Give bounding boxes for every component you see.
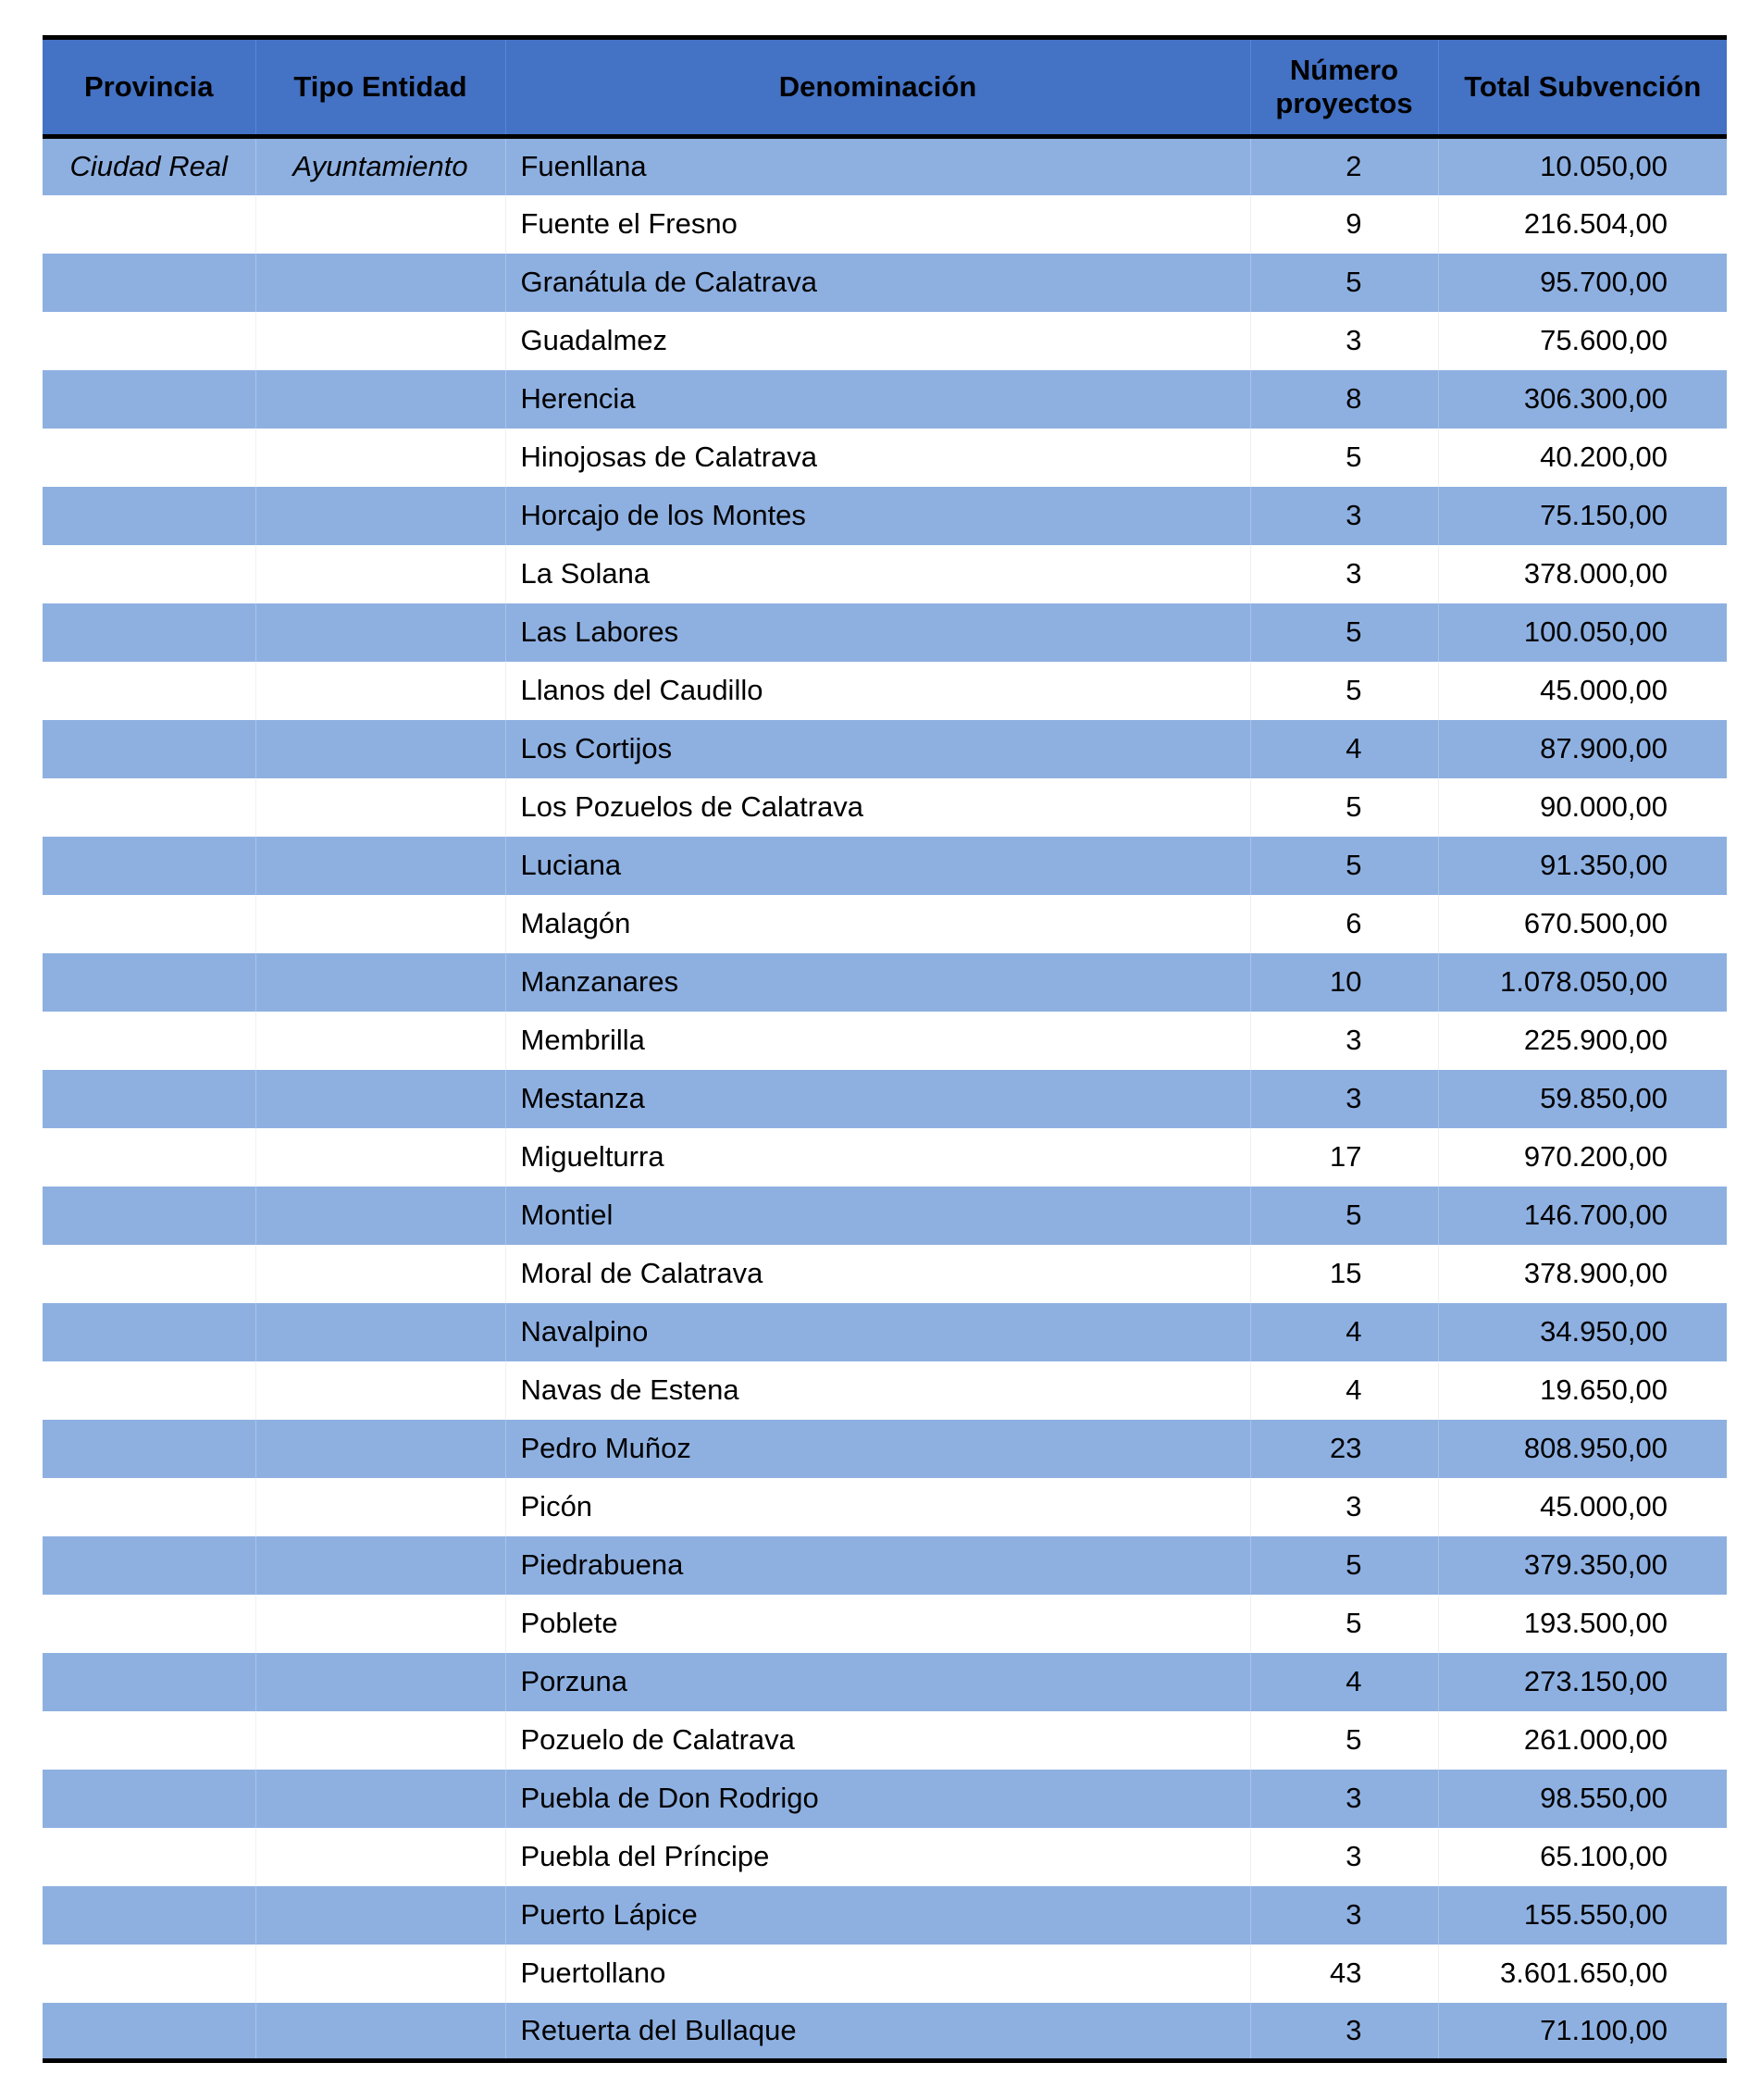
- table-row: [43, 1478, 1727, 1536]
- cell-tipo-entidad: [255, 1595, 505, 1653]
- cell-denominacion: Luciana: [505, 837, 1250, 895]
- cell-provincia: Ciudad Real: [43, 137, 255, 195]
- cell-numero-proyectos: 5: [1250, 662, 1438, 720]
- cell-tipo-entidad: [255, 1012, 505, 1070]
- table-row: [43, 953, 1727, 1012]
- cell-provincia: [43, 487, 255, 545]
- table-header: [43, 38, 1727, 137]
- header-numero-proyectos: Número proyectos: [1250, 38, 1438, 137]
- cell-denominacion: Herencia: [505, 370, 1250, 429]
- cell-denominacion: Guadalmez: [505, 312, 1250, 370]
- cell-provincia: [43, 1478, 255, 1536]
- cell-total-subvencion: 95.700,00: [1438, 254, 1727, 312]
- table-row: [43, 1187, 1727, 1245]
- cell-total-subvencion: 225.900,00: [1438, 1012, 1727, 1070]
- table-row: [43, 1711, 1727, 1770]
- cell-numero-proyectos: 5: [1250, 1536, 1438, 1595]
- cell-denominacion: Navalpino: [505, 1303, 1250, 1361]
- table-row: [43, 1595, 1727, 1653]
- cell-provincia: [43, 1128, 255, 1187]
- cell-total-subvencion: 100.050,00: [1438, 603, 1727, 662]
- cell-numero-proyectos: 5: [1250, 603, 1438, 662]
- cell-provincia: [43, 370, 255, 429]
- cell-total-subvencion: 45.000,00: [1438, 662, 1727, 720]
- cell-tipo-entidad: Ayuntamiento: [255, 137, 505, 195]
- table-row: [43, 195, 1727, 254]
- cell-numero-proyectos: 5: [1250, 1595, 1438, 1653]
- subsidy-table: [43, 35, 1727, 2063]
- table-row: [43, 837, 1727, 895]
- table-row: [43, 1070, 1727, 1128]
- cell-provincia: [43, 662, 255, 720]
- cell-total-subvencion: 216.504,00: [1438, 195, 1727, 254]
- cell-tipo-entidad: [255, 603, 505, 662]
- cell-tipo-entidad: [255, 720, 505, 778]
- cell-numero-proyectos: 3: [1250, 1478, 1438, 1536]
- cell-total-subvencion: 19.650,00: [1438, 1361, 1727, 1420]
- cell-numero-proyectos: 3: [1250, 1070, 1438, 1128]
- cell-denominacion: Hinojosas de Calatrava: [505, 429, 1250, 487]
- cell-total-subvencion: 75.600,00: [1438, 312, 1727, 370]
- cell-tipo-entidad: [255, 1128, 505, 1187]
- cell-numero-proyectos: 4: [1250, 1361, 1438, 1420]
- cell-tipo-entidad: [255, 1187, 505, 1245]
- cell-denominacion: Miguelturra: [505, 1128, 1250, 1187]
- cell-total-subvencion: 45.000,00: [1438, 1478, 1727, 1536]
- cell-tipo-entidad: [255, 1070, 505, 1128]
- cell-tipo-entidad: [255, 195, 505, 254]
- cell-numero-proyectos: 3: [1250, 1886, 1438, 1945]
- cell-total-subvencion: 75.150,00: [1438, 487, 1727, 545]
- table-row: [43, 1303, 1727, 1361]
- cell-tipo-entidad: [255, 1245, 505, 1303]
- header-tipo-entidad: Tipo Entidad: [255, 38, 505, 137]
- cell-denominacion: Moral de Calatrava: [505, 1245, 1250, 1303]
- cell-total-subvencion: 261.000,00: [1438, 1711, 1727, 1770]
- table-row: [43, 487, 1727, 545]
- cell-provincia: [43, 545, 255, 603]
- cell-total-subvencion: 1.078.050,00: [1438, 953, 1727, 1012]
- cell-denominacion: Retuerta del Bullaque: [505, 2003, 1250, 2061]
- cell-numero-proyectos: 9: [1250, 195, 1438, 254]
- table-row: [43, 1770, 1727, 1828]
- cell-numero-proyectos: 43: [1250, 1945, 1438, 2003]
- cell-numero-proyectos: 6: [1250, 895, 1438, 953]
- cell-denominacion: Manzanares: [505, 953, 1250, 1012]
- cell-provincia: [43, 1711, 255, 1770]
- cell-tipo-entidad: [255, 545, 505, 603]
- cell-denominacion: Puerto Lápice: [505, 1886, 1250, 1945]
- table-body: [43, 137, 1727, 2061]
- table-row: [43, 1828, 1727, 1886]
- cell-numero-proyectos: 5: [1250, 837, 1438, 895]
- cell-denominacion: Membrilla: [505, 1012, 1250, 1070]
- cell-tipo-entidad: [255, 1828, 505, 1886]
- cell-total-subvencion: 670.500,00: [1438, 895, 1727, 953]
- cell-numero-proyectos: 5: [1250, 429, 1438, 487]
- cell-total-subvencion: 87.900,00: [1438, 720, 1727, 778]
- cell-denominacion: Porzuna: [505, 1653, 1250, 1711]
- table-row: [43, 1245, 1727, 1303]
- cell-numero-proyectos: 23: [1250, 1420, 1438, 1478]
- cell-provincia: [43, 195, 255, 254]
- table-row: [43, 137, 1727, 195]
- cell-numero-proyectos: 5: [1250, 1711, 1438, 1770]
- cell-denominacion: Navas de Estena: [505, 1361, 1250, 1420]
- cell-total-subvencion: 808.950,00: [1438, 1420, 1727, 1478]
- cell-tipo-entidad: [255, 895, 505, 953]
- cell-provincia: [43, 1828, 255, 1886]
- header-provincia: Provincia: [43, 38, 255, 137]
- cell-total-subvencion: 90.000,00: [1438, 778, 1727, 837]
- cell-tipo-entidad: [255, 1420, 505, 1478]
- cell-total-subvencion: 59.850,00: [1438, 1070, 1727, 1128]
- cell-total-subvencion: 970.200,00: [1438, 1128, 1727, 1187]
- cell-denominacion: Pozuelo de Calatrava: [505, 1711, 1250, 1770]
- cell-tipo-entidad: [255, 1478, 505, 1536]
- cell-total-subvencion: 146.700,00: [1438, 1187, 1727, 1245]
- cell-total-subvencion: 40.200,00: [1438, 429, 1727, 487]
- cell-provincia: [43, 603, 255, 662]
- cell-tipo-entidad: [255, 1536, 505, 1595]
- cell-total-subvencion: 10.050,00: [1438, 137, 1727, 195]
- subsidy-table-container: [43, 35, 1727, 2063]
- cell-provincia: [43, 1012, 255, 1070]
- header-total-subvencion: Total Subvención: [1438, 38, 1727, 137]
- table-row: [43, 1420, 1727, 1478]
- cell-total-subvencion: 34.950,00: [1438, 1303, 1727, 1361]
- cell-tipo-entidad: [255, 1361, 505, 1420]
- table-row: [43, 1653, 1727, 1711]
- cell-numero-proyectos: 10: [1250, 953, 1438, 1012]
- cell-provincia: [43, 953, 255, 1012]
- cell-provincia: [43, 1770, 255, 1828]
- cell-denominacion: Puebla de Don Rodrigo: [505, 1770, 1250, 1828]
- cell-provincia: [43, 1945, 255, 2003]
- cell-provincia: [43, 837, 255, 895]
- table-row: [43, 429, 1727, 487]
- cell-provincia: [43, 778, 255, 837]
- table-row: [43, 370, 1727, 429]
- cell-numero-proyectos: 4: [1250, 1303, 1438, 1361]
- table-row: [43, 1128, 1727, 1187]
- cell-denominacion: Piedrabuena: [505, 1536, 1250, 1595]
- header-row: [43, 38, 1727, 137]
- cell-denominacion: Llanos del Caudillo: [505, 662, 1250, 720]
- cell-denominacion: Picón: [505, 1478, 1250, 1536]
- cell-total-subvencion: 379.350,00: [1438, 1536, 1727, 1595]
- table-row: [43, 312, 1727, 370]
- cell-denominacion: Los Cortijos: [505, 720, 1250, 778]
- cell-provincia: [43, 1886, 255, 1945]
- table-row: [43, 895, 1727, 953]
- table-row: [43, 778, 1727, 837]
- cell-tipo-entidad: [255, 487, 505, 545]
- cell-tipo-entidad: [255, 1945, 505, 2003]
- header-denominacion: Denominación: [505, 38, 1250, 137]
- cell-tipo-entidad: [255, 1653, 505, 1711]
- cell-provincia: [43, 312, 255, 370]
- cell-provincia: [43, 2003, 255, 2061]
- table-row: [43, 1361, 1727, 1420]
- cell-denominacion: Mestanza: [505, 1070, 1250, 1128]
- cell-tipo-entidad: [255, 778, 505, 837]
- cell-numero-proyectos: 3: [1250, 545, 1438, 603]
- cell-total-subvencion: 91.350,00: [1438, 837, 1727, 895]
- cell-tipo-entidad: [255, 662, 505, 720]
- cell-numero-proyectos: 5: [1250, 1187, 1438, 1245]
- cell-denominacion: Montiel: [505, 1187, 1250, 1245]
- cell-denominacion: Malagón: [505, 895, 1250, 953]
- cell-total-subvencion: 273.150,00: [1438, 1653, 1727, 1711]
- cell-total-subvencion: 378.000,00: [1438, 545, 1727, 603]
- cell-provincia: [43, 1420, 255, 1478]
- cell-numero-proyectos: 8: [1250, 370, 1438, 429]
- cell-tipo-entidad: [255, 312, 505, 370]
- cell-numero-proyectos: 15: [1250, 1245, 1438, 1303]
- cell-provincia: [43, 1595, 255, 1653]
- cell-tipo-entidad: [255, 429, 505, 487]
- cell-numero-proyectos: 3: [1250, 1828, 1438, 1886]
- cell-provincia: [43, 1303, 255, 1361]
- table-row: [43, 254, 1727, 312]
- cell-provincia: [43, 1361, 255, 1420]
- cell-tipo-entidad: [255, 370, 505, 429]
- cell-denominacion: Fuente el Fresno: [505, 195, 1250, 254]
- table-row: [43, 2003, 1727, 2061]
- cell-numero-proyectos: 5: [1250, 778, 1438, 837]
- cell-provincia: [43, 1536, 255, 1595]
- cell-denominacion: Poblete: [505, 1595, 1250, 1653]
- cell-provincia: [43, 1245, 255, 1303]
- cell-tipo-entidad: [255, 1711, 505, 1770]
- cell-provincia: [43, 254, 255, 312]
- cell-denominacion: Los Pozuelos de Calatrava: [505, 778, 1250, 837]
- table-row: [43, 662, 1727, 720]
- cell-numero-proyectos: 3: [1250, 487, 1438, 545]
- cell-total-subvencion: 378.900,00: [1438, 1245, 1727, 1303]
- cell-denominacion: Granátula de Calatrava: [505, 254, 1250, 312]
- cell-numero-proyectos: 3: [1250, 312, 1438, 370]
- cell-total-subvencion: 71.100,00: [1438, 2003, 1727, 2061]
- cell-numero-proyectos: 3: [1250, 1770, 1438, 1828]
- cell-total-subvencion: 3.601.650,00: [1438, 1945, 1727, 2003]
- cell-tipo-entidad: [255, 837, 505, 895]
- table-row: [43, 603, 1727, 662]
- cell-denominacion: Las Labores: [505, 603, 1250, 662]
- cell-denominacion: Puertollano: [505, 1945, 1250, 2003]
- cell-provincia: [43, 1070, 255, 1128]
- cell-denominacion: Fuenllana: [505, 137, 1250, 195]
- cell-total-subvencion: 306.300,00: [1438, 370, 1727, 429]
- cell-total-subvencion: 98.550,00: [1438, 1770, 1727, 1828]
- cell-provincia: [43, 1187, 255, 1245]
- cell-tipo-entidad: [255, 1770, 505, 1828]
- table-row: [43, 545, 1727, 603]
- cell-total-subvencion: 65.100,00: [1438, 1828, 1727, 1886]
- cell-denominacion: Puebla del Príncipe: [505, 1828, 1250, 1886]
- cell-denominacion: La Solana: [505, 545, 1250, 603]
- cell-total-subvencion: 155.550,00: [1438, 1886, 1727, 1945]
- cell-provincia: [43, 1653, 255, 1711]
- cell-tipo-entidad: [255, 953, 505, 1012]
- table-row: [43, 1945, 1727, 2003]
- cell-numero-proyectos: 5: [1250, 254, 1438, 312]
- cell-numero-proyectos: 4: [1250, 720, 1438, 778]
- cell-tipo-entidad: [255, 254, 505, 312]
- cell-provincia: [43, 429, 255, 487]
- table-row: [43, 1536, 1727, 1595]
- cell-tipo-entidad: [255, 1303, 505, 1361]
- table-row: [43, 720, 1727, 778]
- cell-provincia: [43, 895, 255, 953]
- cell-numero-proyectos: 4: [1250, 1653, 1438, 1711]
- cell-denominacion: Pedro Muñoz: [505, 1420, 1250, 1478]
- cell-tipo-entidad: [255, 2003, 505, 2061]
- cell-total-subvencion: 193.500,00: [1438, 1595, 1727, 1653]
- cell-numero-proyectos: 3: [1250, 2003, 1438, 2061]
- table-row: [43, 1886, 1727, 1945]
- cell-denominacion: Horcajo de los Montes: [505, 487, 1250, 545]
- cell-numero-proyectos: 17: [1250, 1128, 1438, 1187]
- cell-numero-proyectos: 2: [1250, 137, 1438, 195]
- cell-numero-proyectos: 3: [1250, 1012, 1438, 1070]
- cell-provincia: [43, 720, 255, 778]
- table-row: [43, 1012, 1727, 1070]
- cell-tipo-entidad: [255, 1886, 505, 1945]
